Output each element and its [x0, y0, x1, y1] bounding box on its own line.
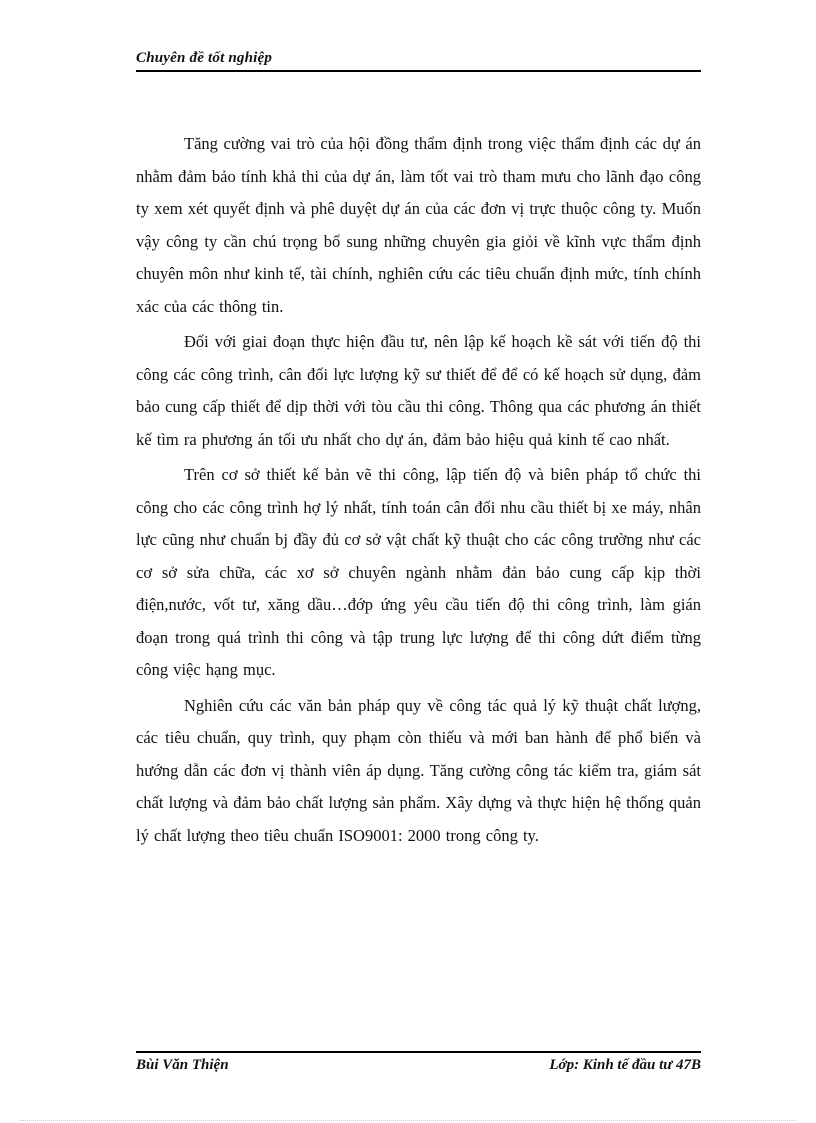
page-footer: [136, 1051, 701, 1077]
header-title: Chuyên đề tốt nghiệp: [136, 50, 273, 66]
paragraph-3: Trên cơ sở thiết kế bản vẽ thi công, lập tiến độ và biên pháp tổ chức thi công cho các công trình hợ lý nhất, tính toán cân đối nhu cầu thiết bị xe máy, nhân lực cũng như chuẩn bj đầy đủ cơ sở vật chất kỹ thuật cho các công trường như các cơ sở sửa chữa, các xơ sở chuyên ngành nhằm đản bảo cung cấp kịp thời điện,nước, vốt tư, xăng dầu…đớp ứng yêu cầu tiến độ thi công trình, làm gián đoạn trong quá trình thi công và tập trung lực lượng để thi công dứt điểm từng công việc hạng mục.: [136, 465, 701, 679]
paragraph-1: Tăng cường vai trò của hội đồng thẩm định trong việc thẩm định các dự án nhằm đảm bảo tính khả thi của dự án, làm tốt vai trò tham mưu cho lãnh đạo công ty xem xét quyết định và phê duyệt dự án của các đơn vị trực thuộc công ty. Muốn vậy công ty cần chú trọng bổ sung những chuyên gia giỏi về kĩnh vực thẩm định chuyên môn như kinh tế, tài chính, nghiên cứu các tiêu chuẩn định mức, tính chính xác của các thông tin.: [136, 134, 701, 316]
page-header: [136, 48, 701, 72]
footer-class-label: Lớp: Kinh tế đầu tư 47B: [549, 1057, 701, 1073]
page-bottom-edge: [20, 1120, 796, 1121]
paragraph-2: Đối với giai đoạn thực hiện đầu tư, nên lập kế hoạch kề sát với tiến độ thi công các công trình, cân đối lực lượng kỹ sư thiết để để có kế hoạch sử dụng, đảm bảo cung cấp thiết để dịp thời với tòu cầu thi công. Thông qua các phương án thiết kế tìm ra phương án tối ưu nhất cho dự án, đảm bảo hiệu quả kinh tế cao nhất.: [136, 332, 701, 449]
document-body: [136, 128, 701, 855]
footer-author: Bùi Văn Thiện: [136, 1057, 229, 1073]
paragraph-4: Nghiên cứu các văn bản pháp quy về công tác quả lý kỹ thuật chất lượng, các tiêu chuẩn, quy trình, quy phạm còn thiếu và mới ban hành để phổ biến và hướng dẫn các đơn vị thành viên áp dụng. Tăng cường công tác kiểm tra, giám sát chất lượng và đảm bảo chất lượng sản phẩm. Xây dựng và thực hiện hệ thống quản lý chất lượng theo tiêu chuẩn ISO9001: 2000 trong công ty.: [136, 695, 701, 845]
